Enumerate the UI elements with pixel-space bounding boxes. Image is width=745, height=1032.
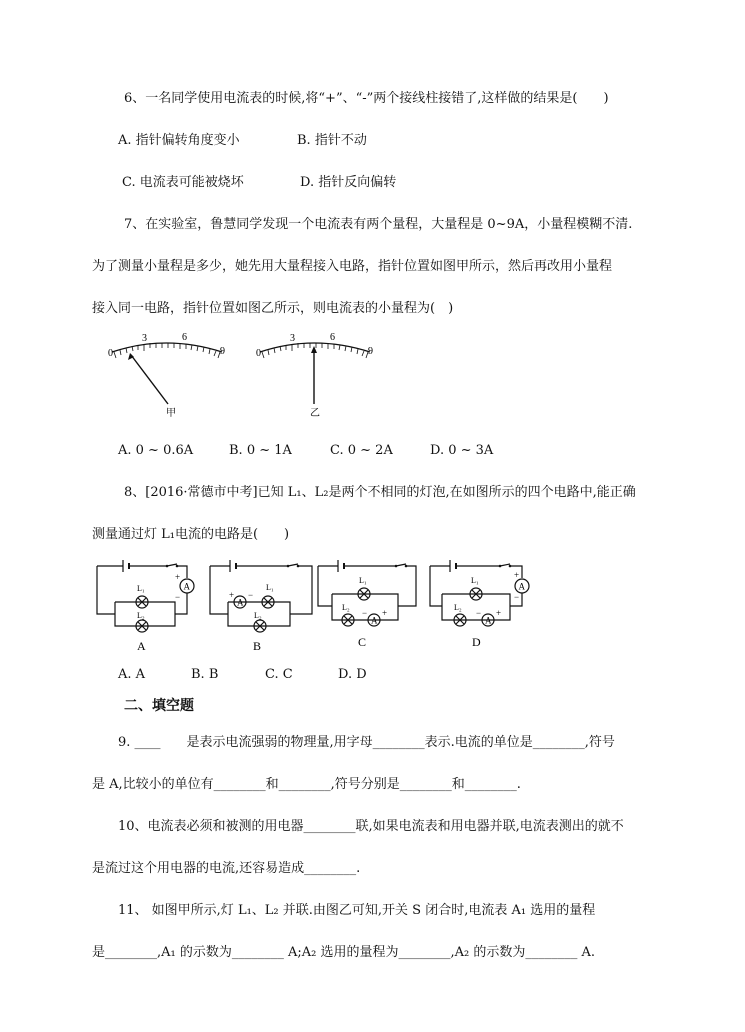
q8-option-c: C. C bbox=[265, 667, 293, 682]
circuit-b-label: B bbox=[253, 639, 262, 653]
q7-stem-line2: 为了测量小量程是多少，她先用大量程接入电路，指针位置如图甲所示，然后再改用小量程 bbox=[92, 259, 613, 274]
dial-yi-tick-0: 0 bbox=[256, 348, 261, 359]
svg-text:−: − bbox=[175, 592, 181, 602]
dial-yi-tick-6: 6 bbox=[330, 332, 335, 343]
q9-line2: 是 A,比较小的单位有________和________,符号分别是________和________. bbox=[92, 777, 521, 792]
q10-line1: 10、电流表必须和被测的用电器________联,如果电流表和用电器并联,电流表测出的就不 bbox=[118, 819, 624, 834]
circuit-d bbox=[428, 558, 540, 654]
dial-jia-figure bbox=[100, 330, 240, 420]
dial-jia-label: 甲 bbox=[166, 408, 176, 419]
svg-text:L₂: L₂ bbox=[137, 611, 145, 620]
q7-option-c: C. 0 ~ 2A bbox=[330, 443, 393, 458]
q8-option-a: A. A bbox=[118, 667, 146, 682]
q7-stem-line1: 7、在实验室，鲁慧同学发现一个电流表有两个量程，大量程是 0~9A，小量程模糊不清. bbox=[124, 217, 633, 232]
svg-text:L₁: L₁ bbox=[137, 584, 145, 593]
svg-text:A: A bbox=[183, 581, 190, 592]
circuit-a-label: A bbox=[137, 639, 146, 653]
svg-text:−: − bbox=[514, 592, 520, 602]
circuit-d-label: D bbox=[472, 635, 481, 649]
q7-stem-line3: 接入同一电路，指针位置如图乙所示，则电流表的小量程为( ) bbox=[92, 301, 454, 316]
svg-text:−: − bbox=[476, 608, 482, 618]
svg-text:+: + bbox=[514, 570, 520, 580]
q7-option-a: A. 0 ~ 0.6A bbox=[118, 443, 194, 458]
circuit-a bbox=[95, 558, 207, 654]
svg-text:A: A bbox=[485, 615, 492, 626]
q7-option-d: D. 0 ~ 3A bbox=[430, 443, 494, 458]
svg-text:L₂: L₂ bbox=[254, 611, 262, 620]
dial-yi-figure bbox=[248, 330, 388, 420]
svg-text:L₁: L₁ bbox=[471, 576, 479, 585]
q6-stem: 6、一名同学使用电流表的时候,将“+”、“-”两个接线柱接错了,这样做的结果是( ) bbox=[124, 91, 609, 106]
svg-text:L₂: L₂ bbox=[342, 603, 350, 612]
dial-jia-tick-0: 0 bbox=[108, 348, 113, 359]
dial-jia-needle bbox=[131, 355, 168, 404]
circuit-b bbox=[208, 558, 318, 654]
svg-text:−: − bbox=[362, 608, 368, 618]
svg-text:L₁: L₁ bbox=[266, 583, 274, 592]
q8-stem-line1: 8、[2016·常德市中考]已知 L₁、L₂是两个不相同的灯泡,在如图所示的四个电路中,能正确 bbox=[124, 485, 636, 500]
q11-line1: 11、 如图甲所示,灯 L₁、L₂ 并联.由图乙可知,开关 S 闭合时,电流表 A₁ 选用的量程 bbox=[118, 903, 596, 918]
dial-jia-tick-9: 9 bbox=[220, 346, 225, 357]
q9-line1: 9. ____ 是表示电流强弱的物理量,用字母________表示.电流的单位是________,符号 bbox=[118, 735, 615, 750]
circuit-c-label: C bbox=[358, 635, 367, 649]
q10-line2: 是流过这个用电器的电流,还容易造成________. bbox=[92, 861, 361, 876]
q6-option-a: A. 指针偏转角度变小 bbox=[118, 133, 240, 148]
q6-option-d: D. 指针反向偏转 bbox=[300, 175, 397, 190]
dial-jia-arc bbox=[112, 343, 222, 352]
dial-yi-tick-9: 9 bbox=[368, 346, 373, 357]
svg-text:A: A bbox=[371, 615, 378, 626]
q6-option-b: B. 指针不动 bbox=[297, 133, 367, 148]
q8-option-b: B. B bbox=[191, 667, 219, 682]
q8-option-d: D. D bbox=[338, 667, 367, 682]
svg-text:+: + bbox=[382, 608, 388, 618]
svg-text:+: + bbox=[229, 590, 235, 600]
svg-text:+: + bbox=[496, 608, 502, 618]
svg-text:L₂: L₂ bbox=[454, 603, 462, 612]
svg-text:A: A bbox=[518, 581, 525, 592]
q6-option-c: C. 电流表可能被烧坏 bbox=[122, 175, 244, 190]
dial-jia-tick-6: 6 bbox=[182, 332, 187, 343]
dial-jia-tick-3: 3 bbox=[142, 333, 147, 344]
q8-stem-line2: 测量通过灯 L₁电流的电路是( ) bbox=[92, 527, 290, 542]
q7-option-b: B. 0 ~ 1A bbox=[229, 443, 292, 458]
dial-yi-label: 乙 bbox=[310, 408, 320, 419]
section-title-fill-in: 二、填空题 bbox=[124, 698, 194, 714]
circuit-c bbox=[316, 558, 426, 654]
svg-text:L₁: L₁ bbox=[359, 576, 367, 585]
q11-line2: 是________,A₁ 的示数为________ A;A₂ 选用的量程为________,A₂ 的示数为________ A. bbox=[92, 945, 596, 960]
svg-text:+: + bbox=[175, 572, 181, 582]
dial-yi-tick-3: 3 bbox=[290, 333, 295, 344]
svg-text:−: − bbox=[248, 590, 254, 600]
svg-text:A: A bbox=[237, 597, 244, 608]
